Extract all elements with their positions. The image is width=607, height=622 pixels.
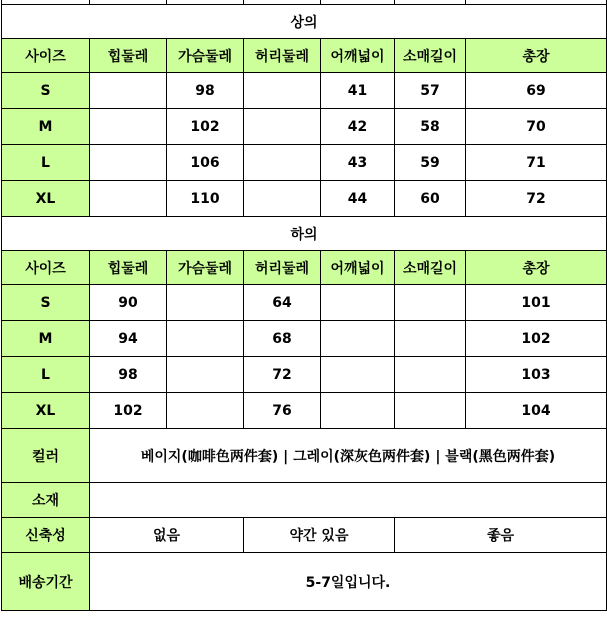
waist-cell: 76 xyxy=(244,393,321,429)
shoulder-cell: 43 xyxy=(321,145,395,181)
size-cell: L xyxy=(2,357,90,393)
waist-cell xyxy=(244,181,321,217)
shoulder-cell: 44 xyxy=(321,181,395,217)
size-cell: S xyxy=(2,285,90,321)
col-header-chest: 가슴둘레 xyxy=(167,39,244,73)
length-cell: 104 xyxy=(466,393,607,429)
sleeve-cell: 58 xyxy=(395,109,466,145)
col-header-chest: 가슴둘레 xyxy=(167,251,244,285)
color-row xyxy=(2,429,607,483)
shoulder-cell xyxy=(321,321,395,357)
col-header-hip: 힙둘레 xyxy=(90,251,167,285)
top-row-l xyxy=(2,145,607,181)
col-header-sleeve: 소매길이 xyxy=(395,39,466,73)
sleeve-cell: 60 xyxy=(395,181,466,217)
chest-cell xyxy=(167,321,244,357)
col-header-shoulder: 어깨넓이 xyxy=(321,251,395,285)
col-header-waist: 허리둘레 xyxy=(244,251,321,285)
sleeve-cell xyxy=(395,393,466,429)
sleeve-cell xyxy=(395,285,466,321)
sleeve-cell: 59 xyxy=(395,145,466,181)
hip-cell xyxy=(90,73,167,109)
top-row-xl xyxy=(2,181,607,217)
length-cell: 70 xyxy=(466,109,607,145)
chest-cell: 102 xyxy=(167,109,244,145)
length-cell: 102 xyxy=(466,321,607,357)
chest-cell: 106 xyxy=(167,145,244,181)
bottom-section-title-row xyxy=(2,217,607,251)
sleeve-cell: 57 xyxy=(395,73,466,109)
stretch-row xyxy=(2,518,607,553)
bottom-section-title: 하의 xyxy=(2,217,607,251)
waist-cell: 64 xyxy=(244,285,321,321)
waist-cell xyxy=(244,73,321,109)
shoulder-cell: 41 xyxy=(321,73,395,109)
bottom-row-m xyxy=(2,321,607,357)
bottom-row-xl xyxy=(2,393,607,429)
size-cell: XL xyxy=(2,393,90,429)
col-header-hip: 힙둘레 xyxy=(90,39,167,73)
col-header-shoulder: 어깨넓이 xyxy=(321,39,395,73)
hip-cell: 98 xyxy=(90,357,167,393)
hip-cell xyxy=(90,109,167,145)
bottom-row-l xyxy=(2,357,607,393)
color-label: 컬러 xyxy=(2,429,90,483)
size-cell: L xyxy=(2,145,90,181)
top-row-m xyxy=(2,109,607,145)
stretch-option-good: 좋음 xyxy=(395,518,607,553)
delivery-row xyxy=(2,553,607,611)
hip-cell xyxy=(90,145,167,181)
chest-cell: 98 xyxy=(167,73,244,109)
delivery-label: 배송기간 xyxy=(2,553,90,611)
col-header-length: 총장 xyxy=(466,39,607,73)
chest-cell xyxy=(167,357,244,393)
size-cell: XL xyxy=(2,181,90,217)
length-cell: 103 xyxy=(466,357,607,393)
length-cell: 71 xyxy=(466,145,607,181)
col-header-size: 사이즈 xyxy=(2,251,90,285)
delivery-value: 5-7일입니다. xyxy=(90,553,607,611)
sleeve-cell xyxy=(395,321,466,357)
material-row xyxy=(2,483,607,518)
sleeve-cell xyxy=(395,357,466,393)
col-header-waist: 허리둘레 xyxy=(244,39,321,73)
size-cell: M xyxy=(2,321,90,357)
chest-cell xyxy=(167,393,244,429)
stretch-option-none: 없음 xyxy=(90,518,244,553)
size-cell: S xyxy=(2,73,90,109)
material-value xyxy=(90,483,607,518)
bottom-header-row xyxy=(2,251,607,285)
col-header-length: 총장 xyxy=(466,251,607,285)
hip-cell: 102 xyxy=(90,393,167,429)
waist-cell: 72 xyxy=(244,357,321,393)
shoulder-cell xyxy=(321,357,395,393)
col-header-sleeve: 소매길이 xyxy=(395,251,466,285)
size-chart-table xyxy=(1,0,607,611)
length-cell: 72 xyxy=(466,181,607,217)
waist-cell xyxy=(244,145,321,181)
hip-cell: 90 xyxy=(90,285,167,321)
hip-cell xyxy=(90,181,167,217)
chest-cell: 110 xyxy=(167,181,244,217)
stretch-label: 신축성 xyxy=(2,518,90,553)
chest-cell xyxy=(167,285,244,321)
shoulder-cell xyxy=(321,285,395,321)
top-section-title-row xyxy=(2,5,607,39)
top-row-s xyxy=(2,73,607,109)
length-cell: 101 xyxy=(466,285,607,321)
top-header-row xyxy=(2,39,607,73)
length-cell: 69 xyxy=(466,73,607,109)
waist-cell: 68 xyxy=(244,321,321,357)
top-section-title: 상의 xyxy=(2,5,607,39)
stretch-option-slight: 약간 있음 xyxy=(244,518,395,553)
waist-cell xyxy=(244,109,321,145)
hip-cell: 94 xyxy=(90,321,167,357)
color-value: 베이지(咖啡色两件套) | 그레이(深灰色两件套) | 블랙(黑色两件套) xyxy=(90,429,607,483)
col-header-size: 사이즈 xyxy=(2,39,90,73)
shoulder-cell xyxy=(321,393,395,429)
material-label: 소재 xyxy=(2,483,90,518)
bottom-row-s xyxy=(2,285,607,321)
shoulder-cell: 42 xyxy=(321,109,395,145)
size-cell: M xyxy=(2,109,90,145)
